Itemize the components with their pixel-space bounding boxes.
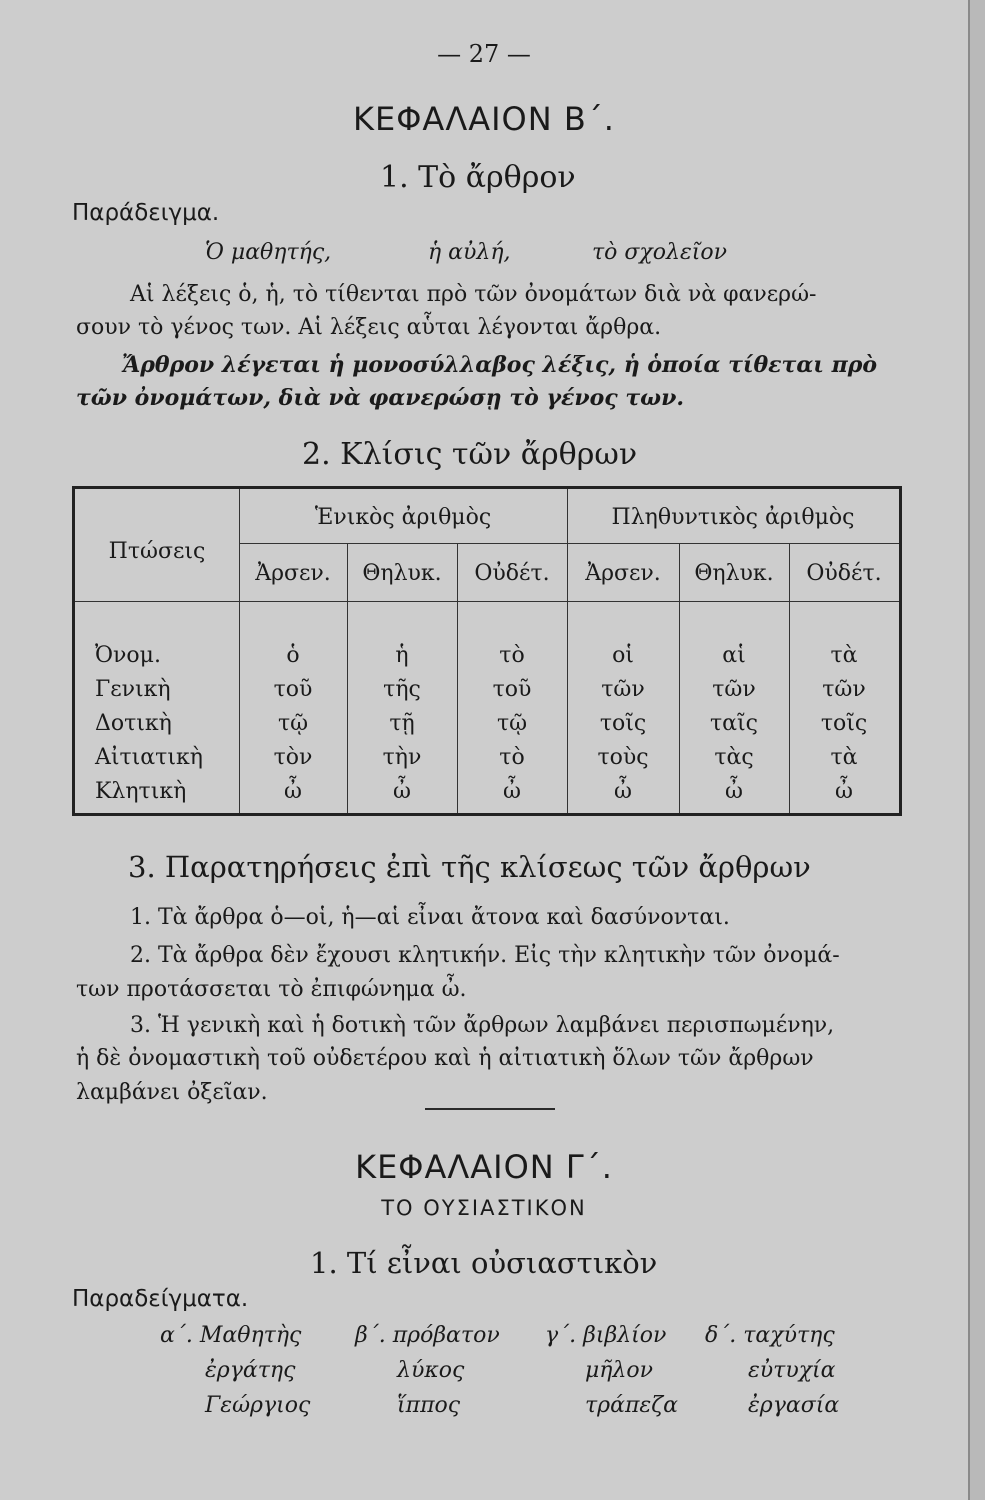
example-label: Παράδειγμα. [72,200,220,226]
examples-label: Παραδείγματα. [72,1286,249,1312]
example-word: μῆλον [585,1358,654,1383]
table-cell: τὸ [499,643,525,668]
table-cell: ὦ [503,779,521,804]
example-word: ἡ αὐλή, [428,240,511,265]
gender-header: Ἀρσεν. [255,561,331,586]
example-word: ἐργασία [748,1393,840,1418]
table-cell: τῆς [383,677,421,702]
table-cell: τῶν [822,677,866,702]
table-cell: τῷ [496,711,528,736]
case-label: Ὀνομ. [95,643,161,668]
table-cell: ὦ [725,779,743,804]
example-word: ἵππος [397,1393,461,1418]
table-cell: αἱ [722,643,746,668]
gender-header: Θηλυκ. [694,561,774,586]
table-cell: τῶν [712,677,756,702]
remark-line: των προτάσσεται τὸ ἐπιφώνημα ὦ. [76,977,467,1002]
example-word: ἐργάτης [205,1358,296,1383]
rule-line: Ἄρθρον λέγεται ἡ μονοσύλλαβος λέξις, ἡ ὁποία τίθεται πρὸ [122,352,878,378]
example-word: Ὁ μαθητής, [205,240,332,265]
table-cell: τὸν [273,745,313,770]
table-cell: ταῖς [710,711,758,736]
paragraph-line: Αἱ λέξεις ὁ, ἡ, τὸ τίθενται πρὸ τῶν ὀνομάτων διὰ νὰ φανερώ- [130,282,817,307]
example-word: λύκος [397,1358,465,1383]
case-label: Δοτικὴ [95,711,172,736]
divider [425,1108,555,1110]
plural-header: Πληθυντικὸς ἀριθμὸς [611,505,855,530]
table-cell: ὦ [284,779,302,804]
case-label: Γενικὴ [95,677,171,702]
table-cell: τοῖς [820,711,868,736]
chapter-g-title: ΚΕΦΑΛΑΙΟΝ Γ΄. [355,1148,613,1186]
example-word: α΄. Μαθητὴς [160,1323,302,1348]
table-cell: ὁ [286,643,300,668]
gender-header: Οὐδέτ. [474,561,550,586]
section-noun-title: 1. Τί εἶναι οὐσιαστικὸν [310,1246,658,1280]
case-label: Αἰτιατικὴ [95,745,203,770]
table-cell: τῷ [277,711,309,736]
example-word: εὐτυχία [748,1358,836,1383]
gender-header: Οὐδέτ. [806,561,882,586]
table-cell: τὰ [830,745,858,770]
table-cell: τοῦ [492,677,532,702]
remark-line: ἡ δὲ ὀνομαστικὴ τοῦ οὐδετέρου καὶ ἡ αἰτιατικὴ ὅλων τῶν ἄρθρων [76,1046,814,1071]
page-number: — 27 — [437,40,531,68]
section-remarks-title: 3. Παρατηρήσεις ἐπὶ τῆς κλίσεως τῶν ἄρθρων [128,850,811,884]
table-cell: ὦ [614,779,632,804]
rule-line: τῶν ὀνομάτων, διὰ νὰ φανερώσῃ τὸ γένος των. [76,385,685,411]
table-cell: τοῖς [599,711,647,736]
table-cell: τοῦ [273,677,313,702]
section-declension-title: 2. Κλίσις τῶν ἄρθρων [302,437,638,472]
singular-header: Ἑνικὸς ἀριθμὸς [314,505,492,530]
section-article-title: 1. Τὸ ἄρθρον [380,160,576,195]
declension-table [72,486,902,816]
remark-line: λαμβάνει ὀξεῖαν. [76,1080,268,1105]
example-word: Γεώργιος [205,1393,311,1418]
table-cell: ὦ [835,779,853,804]
example-word: γ΄. βιβλίον [545,1323,667,1348]
table-cell: ὦ [393,779,411,804]
remark-line: 3. Ἡ γενικὴ καὶ ἡ δοτικὴ τῶν ἄρθρων λαμβάνει περισπωμένην, [130,1013,835,1038]
example-word: δ΄. ταχύτης [705,1323,835,1348]
gender-header: Θηλυκ. [362,561,442,586]
chapter-b-title: ΚΕΦΑΛΑΙΟΝ Β΄. [353,100,615,138]
remark-line: 2. Τὰ ἄρθρα δὲν ἔχουσι κλητικήν. Εἰς τὴν κλητικὴν τῶν ὀνομά- [130,943,840,968]
case-label: Κλητικὴ [95,779,187,804]
example-word: τράπεζα [585,1393,679,1418]
paragraph-line: σουν τὸ γένος των. Αἱ λέξεις αὗται λέγονται ἄρθρα. [76,315,662,340]
table-cell: τοὺς [597,745,649,770]
example-word: β΄. πρόβατον [355,1323,500,1348]
case-header: Πτώσεις [108,539,206,564]
table-cell: τὴν [382,745,422,770]
chapter-g-subtitle: ΤΟ ΟΥΣΙΑΣΤΙΚΟΝ [381,1196,587,1220]
table-cell: ἡ [395,643,409,668]
example-word: τὸ σχολεῖον [592,240,727,265]
table-cell: τὰ [830,643,858,668]
gender-header: Ἀρσεν. [585,561,661,586]
remark-line: 1. Τὰ ἄρθρα ὁ—οἱ, ἡ—αἱ εἶναι ἄτονα καὶ δασύνονται. [130,905,730,930]
table-cell: τῇ [389,711,415,736]
table-cell: τὸ [499,745,525,770]
table-cell: τῶν [601,677,645,702]
table-cell: οἱ [612,643,634,668]
table-cell: τὰς [714,745,754,770]
